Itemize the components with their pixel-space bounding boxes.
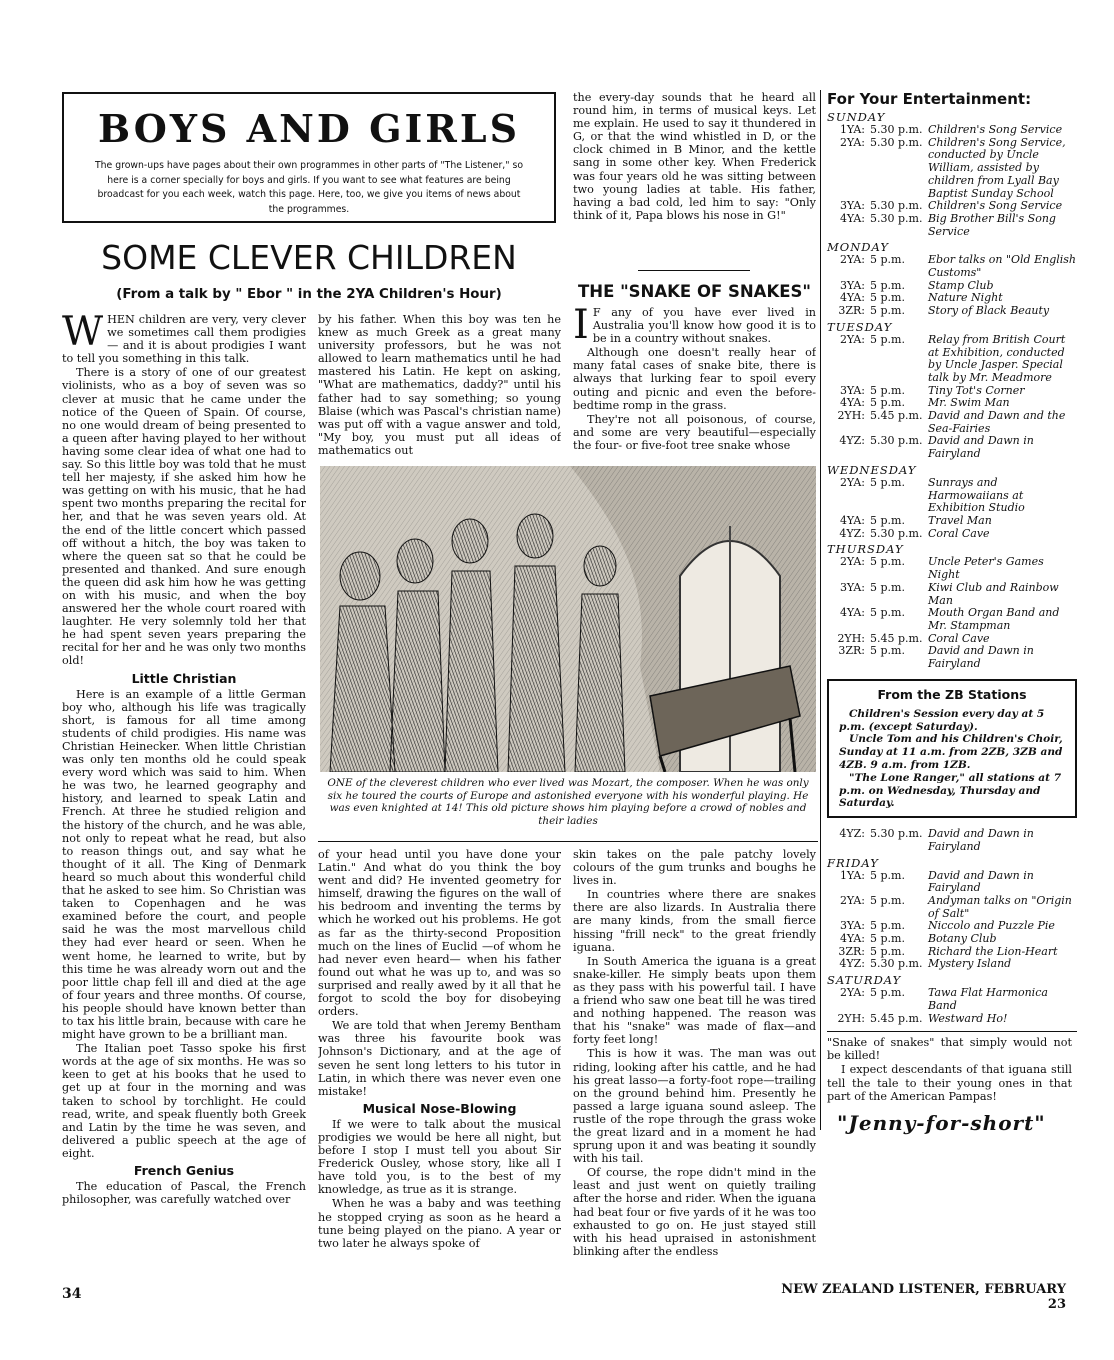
listing-entry	[827, 410, 1077, 435]
station: 2YH:	[837, 409, 865, 423]
paragraph: the every-day sounds that he heard all round him, in terms of musical keys. Let me explain. He used to say it thundered in G, or that the wind whistled in D, or the clock chimed in B Minor, and the kettle sang in some other key. When Frederick was four years old he was sitting between two young ladies at table. His father, having a bad cold, led him to say: "Only think of it, Papa blows his nose in G!"	[573, 91, 816, 222]
paragraph: There is a story of one of our greatest violinists, who as a boy of seven was so clever at music that he came under the notice of the Queen of Spain. Of course, no one would dream of being presented to a queen after having played to her without having some clear idea of what one had to say. So this little boy was told that he must tell her majesty, if she asked him how he was getting on with his music, that he had spent two months preparing the recital for her, and that he was seven years old. At the end of the little concert which passed off without a hitch, the boy was taken to where the queen sat so that he could be presented and thanked. And sure enough the queen did ask him how he was getting on with his music, and when the boy answered her the whole court roared with laughter. He very solemnly told her that he had spent seven years preparing the recital for her and he was only two months old!	[62, 366, 306, 668]
subheading-musical-nose-blowing: Musical Nose-Blowing	[362, 1100, 517, 1116]
programme: Coral Cave	[928, 631, 990, 645]
programme: Sunrays and Harmowaiians at Exhibition Studio	[928, 475, 1025, 515]
time: 5 p.m.	[870, 291, 905, 305]
programme: David and Dawn in Fairyland	[928, 827, 1034, 853]
time: 5 p.m.	[870, 555, 905, 569]
programme: Mouth Organ Band and Mr. Stampman	[928, 606, 1060, 632]
page-number: 34	[62, 1286, 82, 1302]
listing-entry	[827, 1013, 1077, 1026]
time: 5.45 p.m.	[870, 631, 923, 645]
paragraph: If we were to talk about the musical prodigies we would be here all night, but before I stop I must tell you about Sir Frederick Ousley, whose story, like all I have told you, is to the best of my knowledge, as true as it is strange.	[318, 1117, 561, 1197]
time: 5.30 p.m.	[870, 957, 923, 971]
column-3-top	[573, 91, 816, 261]
programme: Coral Cave	[928, 526, 990, 540]
paragraph: This is how it was. The man was out riding, looking after his cattle, and he had his great lasso—a forty-foot rope—trailing on the ground behind him. Presently he passed a large iguana sound asleep. The rustle of the rope through the grass woke the great lizard and in a moment he had sprung upon it and was beating it soundly with his tail.	[573, 1047, 816, 1166]
time: 5.30 p.m.	[870, 135, 923, 149]
station: 1YA:	[839, 868, 865, 882]
programme: Tiny Tot's Corner	[928, 383, 1025, 397]
listing-entry	[827, 556, 1077, 581]
paragraph: skin takes on the pale patchy lovely colours of the gum trunks and boughs he lives in.	[573, 848, 816, 888]
programme: Ebor talks on "Old English Customs"	[928, 253, 1077, 280]
time: 5.30 p.m.	[870, 123, 923, 136]
station: 1YA:	[839, 123, 865, 136]
station: 4YA:	[839, 291, 865, 305]
time: 5 p.m.	[870, 606, 905, 620]
paragraph: In countries where there are snakes there are also lizards. In Australia there are many kinds, from the small fierce hissing "frill neck" to the great friendly iguana.	[573, 888, 816, 954]
programme: Travel Man	[928, 513, 992, 527]
station: 4YA:	[839, 396, 865, 410]
station: 2YA:	[839, 253, 865, 267]
programme: Uncle Peter's Games Night	[928, 555, 1044, 582]
paragraph: Of course, the rope didn't mind in the least and just went on quietly trailing after the horse and rider. When the iguana had beat four or five yards of it he was too exhausted to go on. He just stayed still with his head upraised in astonishment blinking after the endless	[573, 1166, 816, 1258]
station: 4YA:	[839, 513, 865, 527]
station: 2YH:	[837, 1011, 865, 1025]
programme: Nature Night	[928, 291, 1003, 305]
day-heading: MONDAY	[827, 240, 889, 255]
illustration-caption: ONE of the cleverest children who ever lived was Mozart, the composer. When he was only six he toured the courts of Europe and astonished everyone with his wonderful playing. He was even knighted at 14! This old picture shows him playing before a crowd of nobles and their ladies	[327, 777, 809, 827]
column-2-bottom	[318, 848, 561, 1268]
station: 3YA:	[839, 580, 865, 594]
listing-entry	[827, 528, 1077, 541]
programme: Stamp Club	[928, 278, 994, 292]
column-divider	[820, 90, 821, 1130]
station: 4YZ:	[839, 434, 865, 448]
paragraph: Here is an example of a little German boy who, although his life was tragically short, is famous for all time among students of child prodigies. His name was Christian Heinecker. When little Christian was only ten months old he could speak every word which was said to him. When he was two, he learned geography and history, and learned to speak Latin and French. At three he studied religion and the history of the church, and he was able, not only to repeat what he read, but also to reason things out, and say what he thought of it all. The King of Denmark heard so much about this wonderful child that he asked to see him. So Christian was taken to Copenhagen and he was examined before the court, and people said he was the most marvellous child they had ever heard or seen. When he went home, he learned to write, but by this time he was already worn out and the poor little chap fell ill and died at the age of four years and three months. Of course, his people should have known better than to tax his little brain, because with care he might have grown to be a brilliant man.	[62, 687, 306, 1042]
listing-entry	[827, 582, 1077, 607]
time: 5 p.m.	[870, 868, 905, 882]
paragraph: We are told that when Jeremy Bentham was three his favourite book was Johnson's Dictionary, and at the age of seven he sent long letters to his tutor in Latin, in which there was never even one mistake!	[318, 1019, 561, 1098]
station: 2YA:	[839, 332, 865, 346]
programme: Andyman talks on "Origin of Salt"	[928, 893, 1072, 920]
station: 3YA:	[839, 919, 865, 933]
programme: Richard the Lion-Heart	[928, 944, 1058, 958]
listing-entry	[827, 254, 1077, 279]
time: 5.45 p.m.	[870, 1011, 923, 1025]
time: 5 p.m.	[870, 986, 905, 1000]
programme: David and Dawn in Fairyland	[928, 644, 1034, 671]
time: 5 p.m.	[870, 513, 905, 527]
day-heading: FRIDAY	[827, 855, 879, 870]
programme: David and Dawn in Fairyland	[928, 868, 1034, 895]
time: 5.30 p.m.	[870, 827, 923, 841]
listing-entry	[827, 607, 1077, 632]
listing-entry	[827, 477, 1077, 515]
signature: "Jenny-for-short"	[837, 1110, 1046, 1135]
article-lead: HEN children are very, very clever we sometimes call them prodigies — and it is about prodigies I want to tell you something in this talk.	[62, 313, 306, 366]
programme: Children's Song Service	[928, 123, 1063, 136]
subheading-little-christian: Little Christian	[131, 670, 237, 686]
paragraph: I expect descendants of that iguana still tell the tale to their young ones in that part of the American Pampas!	[827, 1063, 1072, 1103]
listings-title: For Your Entertainment:	[827, 90, 1032, 108]
paragraph: "Snake of snakes" that simply would not be killed!	[827, 1036, 1072, 1063]
station: 3YA:	[839, 199, 865, 213]
time: 5 p.m.	[870, 304, 905, 318]
listing-entry	[827, 435, 1077, 460]
station: 4YZ:	[839, 827, 865, 841]
listing-entry	[827, 515, 1077, 528]
programme: David and Dawn in Fairyland	[928, 434, 1034, 461]
programme: Niccolo and Puzzle Pie	[928, 919, 1055, 933]
time: 5 p.m.	[870, 278, 905, 292]
programme: Kiwi Club and Rainbow Man	[928, 580, 1059, 607]
snake-ending	[827, 1036, 1072, 1102]
listing-entry	[827, 870, 1077, 895]
listings-days-a	[827, 110, 1077, 671]
programme: Westward Ho!	[928, 1011, 1008, 1025]
listings-days-b	[827, 856, 1077, 1026]
time: 5 p.m.	[870, 644, 905, 658]
listing-entry	[827, 334, 1077, 385]
paragraph: by his father. When this boy was ten he knew as much Greek as a great many university professors, but he was not allowed to learn mathematics until he had mastered his Latin. He kept on asking, "What are mathematics, daddy?" until his father had to say something; so young Blaise (which was Pascal's christian name) was put off with a vague answer and told, "My boy, you must put all ideas of mathematics out	[318, 313, 561, 457]
banner-intro: The grown-ups have pages about their own programmes in other parts of "The Listener," so here is a corner specially for boys and girls. If you want to see what features are being broadcast for you each week, watch this page. Here, too, we give you items of news about the programmes.	[94, 160, 524, 215]
divider	[638, 270, 750, 271]
listing-entry	[827, 124, 1077, 137]
time: 5 p.m.	[870, 893, 905, 907]
day-heading: TUESDAY	[827, 319, 893, 334]
zb-stations-box	[827, 679, 1077, 818]
listing-entry	[827, 137, 1077, 201]
station: 3ZR:	[838, 944, 865, 958]
listing-entry	[827, 933, 1077, 946]
subheading-french-genius: French Genius	[133, 1163, 235, 1178]
station: 2YA:	[839, 893, 865, 907]
listing-entry	[827, 895, 1077, 920]
station: 3YA:	[839, 278, 865, 292]
time: 5 p.m.	[870, 475, 905, 489]
article-subheadline: (From a talk by " Ebor " in the 2YA Children's Hour)	[116, 287, 502, 302]
station: 4YA:	[839, 932, 865, 946]
paragraph: When he was a baby and was teething he stopped crying as soon as he heard a tune being played on the piano. A year or two later he always spoke of	[318, 1197, 561, 1250]
listings-column	[827, 90, 1077, 1135]
station: 4YA:	[839, 211, 865, 225]
station: 4YZ:	[839, 957, 865, 971]
listing-entry	[827, 958, 1077, 971]
column-3-snake-top	[573, 306, 816, 459]
time: 5.30 p.m.	[870, 526, 923, 540]
section-title: BOYS AND GIRLS	[97, 106, 521, 151]
station: 2YA:	[839, 475, 865, 489]
listing-entry	[827, 828, 1077, 853]
station: 2YA:	[839, 986, 865, 1000]
programme: Botany Club	[928, 932, 997, 946]
divider	[827, 1031, 1077, 1032]
zb-paragraph: Children's Session every day at 5 p.m. (except Saturday).	[839, 707, 1045, 733]
column-2-top	[318, 313, 561, 459]
banner-box	[62, 92, 556, 223]
time: 5.45 p.m.	[870, 409, 923, 423]
listing-entry	[827, 645, 1077, 670]
time: 5.30 p.m.	[870, 211, 923, 225]
time: 5 p.m.	[870, 332, 905, 346]
programme: Mystery Island	[928, 957, 1012, 971]
programme: Relay from British Court at Exhibition, conducted by Uncle Jasper. Special talk by Mr. Meadmore	[928, 332, 1066, 384]
paragraph: They're not all poisonous, of course, and some are very beautiful—especially the four- or five-foot tree snake whose	[573, 412, 816, 452]
column-3-bottom	[573, 848, 816, 1268]
programme: Tawa Flat Harmonica Band	[928, 986, 1048, 1012]
station: 3ZR:	[838, 304, 865, 318]
station: 3ZR:	[838, 644, 865, 658]
station: 4YA:	[839, 606, 865, 620]
column-1	[62, 313, 306, 1268]
time: 5.30 p.m.	[870, 434, 923, 448]
engraving-image	[320, 466, 816, 772]
mozart-illustration	[320, 466, 816, 772]
snake-lead: F any of you have ever lived in Australia you'll know how good it is to be in a country without snakes.	[592, 306, 816, 346]
programme: Mr. Swim Man	[928, 396, 1010, 410]
programme: Big Brother Bill's Song Service	[928, 211, 1056, 238]
article-headline: SOME CLEVER CHILDREN	[101, 238, 517, 277]
programme: David and Dawn and the Sea-Fairies	[928, 409, 1066, 435]
drop-cap: I	[573, 306, 589, 348]
paragraph: The education of Pascal, the French philosopher, was carefully watched over	[62, 1180, 306, 1207]
listing-entry	[827, 305, 1077, 318]
time: 5 p.m.	[870, 580, 905, 594]
time: 5 p.m.	[870, 932, 905, 946]
time: 5.30 p.m.	[870, 199, 923, 213]
zb-paragraph: "The Lone Ranger," all stations at 7 p.m. on Wednesday, Thursday and Saturday.	[839, 771, 1062, 810]
time: 5 p.m.	[870, 919, 905, 933]
divider	[318, 841, 818, 842]
day-heading: SATURDAY	[827, 973, 902, 988]
programme: Story of Black Beauty	[928, 304, 1050, 318]
station: 2YA:	[839, 135, 865, 149]
snake-headline: THE "SNAKE OF SNAKES"	[578, 282, 811, 301]
programme: Children's Song Service, conducted by Uncle William, assisted by children from Lyall Bay Baptist Sunday School	[928, 135, 1066, 200]
station: 2YH:	[837, 631, 865, 645]
drop-cap: W	[62, 313, 104, 355]
day-heading: THURSDAY	[827, 542, 904, 557]
paragraph: The Italian poet Tasso spoke his first words at the age of six months. He was so keen to get at his books that he used to get up at four in the morning and was taken to school by torchlight. He could read, write, and speak fluently both Greek and Latin by the time he was seven, and delivered a public speech at the age of eight.	[62, 1042, 306, 1160]
paragraph: Although one doesn't really hear of many fatal cases of snake bite, there is always that lurking fear to spoil every outing and picnic and even the before-bedtime romp in the grass.	[573, 346, 816, 412]
listing-entry	[827, 213, 1077, 238]
day-heading: WEDNESDAY	[827, 462, 917, 477]
station: 4YZ:	[839, 526, 865, 540]
paragraph: of your head until you have done your Latin." And what do you think the boy went and did? He invented geometry for himself, drawing the figures on the wall of his bedroom and inventing the terms by which he worked out his problems. He got as far as the thirty-second Proposition much on the lines of Euclid —of whom he had never even heard— when his father found out what he was up to, and was so surprised and really awed by it all that he forgot to scold the boy for disobeying orders.	[318, 848, 561, 1019]
station: 3YA:	[839, 383, 865, 397]
zb-paragraph: Uncle Tom and his Children's Choir, Sunday at 11 a.m. from 2ZB, 3ZB and 4ZB. 9 a.m. from 1ZB.	[839, 733, 1063, 771]
programme: Children's Song Service	[928, 199, 1063, 213]
station: 2YA:	[839, 555, 865, 569]
paragraph: In South America the iguana is a great snake-killer. He simply beats upon them as they pass with his powerful tail. I have a friend who saw one beat till he was tired and nothing happened. The reason was that his "snake" was made of flax—and forty feet long!	[573, 954, 816, 1047]
listing-entry	[827, 987, 1077, 1012]
time: 5 p.m.	[870, 396, 905, 410]
masthead-footer: NEW ZEALAND LISTENER, FEBRUARY 23	[781, 1282, 1066, 1312]
time: 5 p.m.	[870, 383, 905, 397]
time: 5 p.m.	[870, 944, 905, 958]
zb-title: From the ZB Stations	[877, 686, 1027, 702]
day-heading: SUNDAY	[827, 110, 886, 124]
time: 5 p.m.	[870, 253, 905, 267]
